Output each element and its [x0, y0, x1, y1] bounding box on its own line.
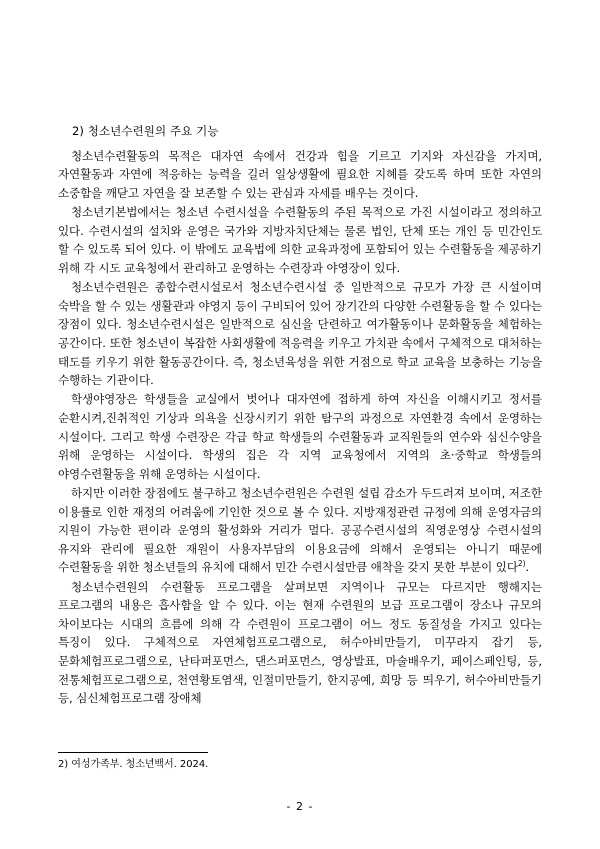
- section-heading: 2) 청소년수련원의 주요 기능: [72, 124, 219, 138]
- paragraph-6: 청소년수련원의 수련활동 프로그램을 살펴보면 지역이나 규모는 다르지만 행해지는 프로그램의 내용은 흡사함을 알 수 있다. 이는 현재 수련원의 보급 프로그램이 장소나 규모의 차이보다는 시대의 흐름에 의해 각 수련원이 프로그램이 어느 정도 동질성을 가지고 있다는 특징이 있다. 구체적으로 자연체험프로그램으로, 허수아비만들기, 미꾸라지 잡기 등, 문화체험프로그램으로, 난타퍼포먼스, 댄스퍼포먼스, 영상발표, 마술배우기, 페이스페인팅, 등, 전통체험프로그램으로, 천연황토염색, 인절미만들기, 한지공예, 희망 등 띄우기, 허수아비만들기 등, 심신체험프로그램 장애체: [58, 579, 542, 706]
- footnote-separator: [58, 752, 208, 753]
- footnote-text: 2) 여성가족부. 청소년백서. 2024.: [58, 759, 209, 770]
- paragraph-4: 학생야영장은 학생들을 교실에서 벗어나 대자연에 접하게 하여 자신을 이해시키고 정서를 순환시켜,진취적인 기상과 의욕을 신장시키기 위한 탐구의 과정으로 자연환경 속에서 운영하는 시설이다. 그리고 학생 수련장은 각급 학교 학생들의 수련활동과 교직원들의 연수와 심신수양을 위해 운영하는 시설이다. 학생의 집은 각 지역 교육청에서 지역의 초·중학교 학생들의 야영수련활동을 위해 운영하는 시설이다.: [58, 392, 542, 481]
- document-body: [58, 122, 542, 708]
- paragraph-5: 하지만 이러한 장점에도 불구하고 청소년수련원은 수련원 설립 감소가 두드러져 보이며, 저조한 이용률로 인한 재정의 어려움에 기인한 것으로 볼 수 있다. 지방재정관련 규정에 의해 운영자금의 지원이 가능한 편이라 운영의 활성화와 거리가 멀다. 공공수련시설의 직영운영상 수련시설의 유지와 관리에 필요한 재원이 사용자부담의 이용요금에 의해서 운영되는 아니기 때문에 수련활동을 위한 청소년들의 유치에 대해서 민간 수련시설만큼 애착을 갖지 못한 부분이 있다$^{2)}$.: [58, 485, 542, 575]
- paragraph-1: 청소년수련활동의 목적은 대자연 속에서 건강과 힘을 기르고 기지와 자신감을 가지며, 자연활동과 자연에 적응하는 능력을 길러 일상생활에 필요한 지혜를 갖도록 하며 또한 자연의 소중함을 깨닫고 자연을 잘 보존할 수 있는 관심과 자세를 배우는 것이다.: [58, 148, 542, 200]
- page-number: - 2 -: [286, 800, 314, 813]
- paragraph-2: 청소년기본법에서는 청소년 수련시설을 수련활동의 주된 목적으로 가진 시설이라고 정의하고 있다. 수련시설의 설치와 운영은 국가와 지방자치단체는 물론 법인, 단체 또는 개인 등 민간인도 할 수 있도록 되어 있다. 이 밖에도 교육법에 의한 교육과정에 포함되어 있는 수련활동을 제공하기 위해 각 시도 교육청에서 관리하고 운영하는 수련장과 야영장이 있다.: [58, 205, 542, 275]
- paragraph-3: 청소년수련원은 종합수련시설로서 청소년수련시설 중 일반적으로 규모가 가장 큰 시설이며 숙박을 할 수 있는 생활관과 야영지 등이 구비되어 있어 장기간의 다양한 수련활동을 할 수 있다는 장점이 있다. 청소년수련시설은 일반적으로 심신을 단련하고 여가활동이나 문화활동을 체험하는 공간이다. 또한 청소년이 복잡한 사회생활에 적응력을 키우고 가치관 속에서 구체적으로 대처하는 태도를 키우기 위한 활동공간이다. 즉, 청소년육성을 위한 거점으로 학교 교육을 보충하는 기능을 수행하는 기관이다.: [58, 280, 542, 388]
